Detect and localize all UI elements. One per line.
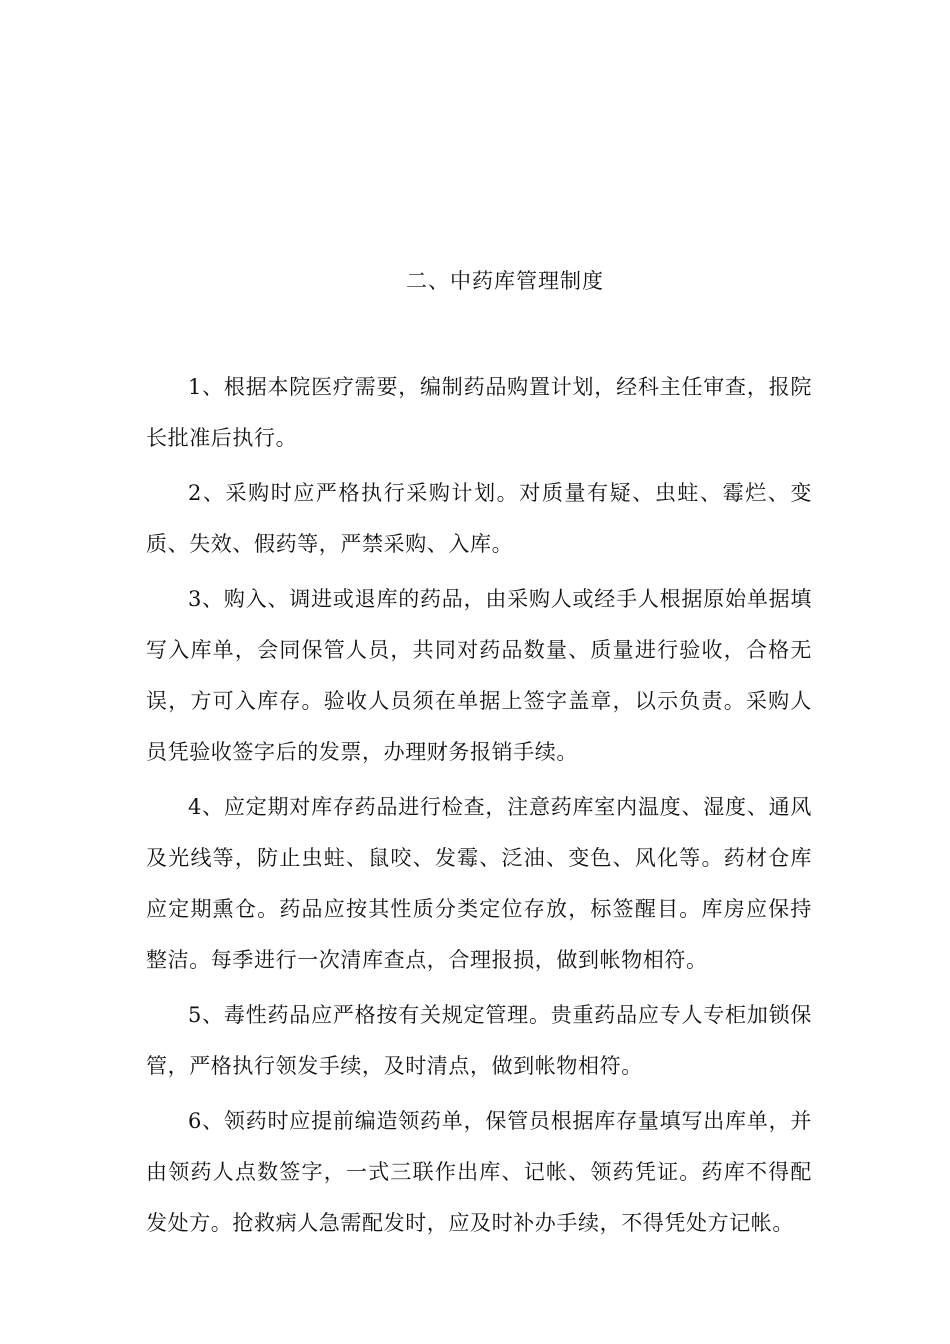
- document-body: [146, 362, 812, 1253]
- document-title: 二、中药库管理制度: [406, 269, 604, 293]
- paragraph-6: 6、领药时应提前编造领药单，保管员根据库存量填写出库单，并由领药人点数签字，一式三联作出库、记帐、领药凭证。药库不得配发处方。抢救病人急需配发时，应及时补办手续，不得凭处方记帐。: [146, 1109, 812, 1235]
- paragraph-3: 3、购入、调进或退库的药品，由采购人或经手人根据原始单据填写入库单，会同保管人员，共同对药品数量、质量进行验收，合格无误，方可入库存。验收人员须在单据上签字盖章，以示负责。采购人员凭验收签字后的发票，办理财务报销手续。: [146, 587, 812, 764]
- paragraph-2: 2、采购时应严格执行采购计划。对质量有疑、虫蛀、霉烂、变质、失效、假药等，严禁采购、入库。: [146, 481, 812, 556]
- paragraph-4: 4、应定期对库存药品进行检查，注意药库室内温度、湿度、通风及光线等，防止虫蛀、鼠咬、发霉、泛油、变色、风化等。药材仓库应定期熏仓。药品应按其性质分类定位存放，标签醒目。库房应保持整洁。每季进行一次清库查点，合理报损，做到帐物相符。: [146, 795, 812, 972]
- paragraph-1: 1、根据本院医疗需要，编制药品购置计划，经科主任审查，报院长批准后执行。: [146, 375, 812, 450]
- paragraph-5: 5、毒性药品应严格按有关规定管理。贵重药品应专人专柜加锁保管，严格执行领发手续，及时清点，做到帐物相符。: [146, 1003, 812, 1078]
